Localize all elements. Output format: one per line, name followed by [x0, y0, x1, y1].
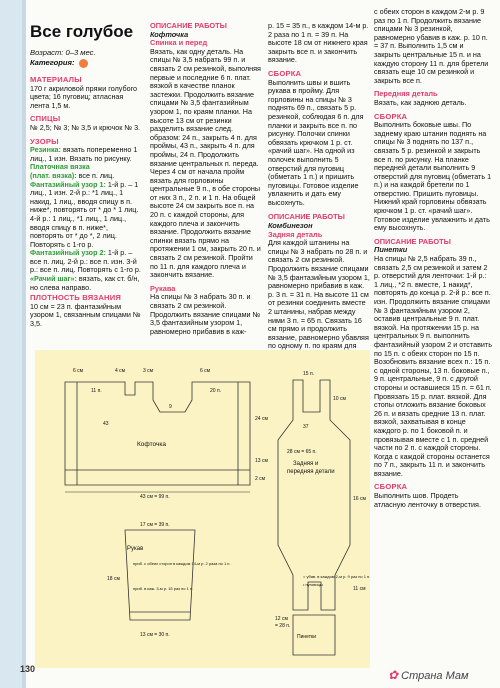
back-front-heading: Спинка и перед: [150, 38, 208, 48]
work-heading-3: ОПИСАНИЕ РАБОТЫ: [374, 236, 451, 246]
rukav-label: Рукав: [127, 546, 144, 552]
fantasy1-text: [30, 181, 142, 250]
kofta-label: Кофточка: [137, 441, 166, 448]
overall-cont-text: с обеих сторон в каждом 2-м р. 9 раз по 1 п. Продолжить вязание спицами № 3 резинкой, равномерно убавив в каж. р. 10 п. = 37 п. Выполнить 1,5 см и закрыть центральные 15 п. и на каждую сторону 11 п. для бретели связать еще 10 см резинкой и закрыть все п.: [374, 7, 489, 85]
booties-text: На спицы № 2,5 набрать 39 п., связать 2,5 см резинкой и затем 2 р. отверстий для ленточки: 1-й р.: 1 лиц., *2 п. вместе, 1 накид*, повторять до конца р. 2-й р.: все п. изн. Продолжить вязание спицами № 3 фантазийным узором 2, оставив центральные 9 п. плат. вязкой. На протяжении 15 р. на центральных 9 п. выполнить фантазийный узором 2 и отставить по 15 п. с обеих сторон по 15 п. Возобновить вязание всех п.: 15 п. с одной стороны, 13 п. боковые п., 9 п. центральные, 9 п. с другой стороны и оставшиеся 15 п. = 61 п. Провязать 15 р. плат. вязкой. Для стопы отложить вязание боковых 26 п. и вязать средние 13 п. плат. вязкой, захватывая в конце каждого р. по 1 боковой п. и провязывая вместе с 1 п. средней части по 2 п. с каждой стороны. Когда с каждой стороны останется по 7 п., закрыть 11 п. и закончить вязание.: [374, 254, 492, 478]
front-part-heading: Передняя деталь: [374, 89, 438, 99]
plain-desc: все п. лиц.: [78, 170, 115, 180]
density-text: 10 см = 23 п. фантазийным узором 1, связанным спицами № 3,5.: [30, 301, 141, 329]
dim-20p: 20 п.: [210, 388, 222, 394]
dim-15p: 15 п.: [303, 371, 315, 377]
zad-label-1: Задняя и: [293, 461, 319, 467]
dim-4cm: 4 см: [115, 368, 126, 374]
rach-label: «Рачий шаг»:: [30, 274, 77, 284]
zad-note-1: = убав. в каждом 2-м р. 9 раз по 1 п.: [303, 574, 370, 579]
dim-12cm: 12 см: [275, 616, 288, 622]
zad-note-2: • пуговицы: [303, 582, 323, 587]
fantasy1-label: Фантазийный узор 1:: [30, 179, 106, 189]
rukav-note-2: приб. в каж. 3-м р. 15 раз по 1 п.: [133, 586, 194, 591]
dim-24cm: 24 см: [255, 416, 268, 422]
column-booties: [374, 8, 492, 509]
assembly-heading-3: СБОРКА: [374, 482, 408, 492]
dim-43p: 43: [103, 421, 109, 427]
page-number: 130: [20, 664, 36, 674]
dim-11p: 11 п.: [91, 388, 102, 394]
needles-text: № 2,5; № 3; № 3,5 и крючок № 3.: [30, 122, 141, 132]
plain-label: Платочная вязка: [30, 162, 90, 172]
overall-heading: Комбинезон: [268, 221, 313, 231]
sleeve-outline: [125, 530, 195, 620]
assembly-text: Выполнить швы и вшить рукава в пройму. Для горловины на спицы № 3 поднять 69 п., связать 5 р. резинкой, соблюдая 6 п. для планки и закрыть все п. по рисунку. Полочки спинки обвязать крючком 1 р. ст. «рачий шаг». На одной из полочек выполнить 5 отверстий для пуговиц (обметать 1 п.) и пришить пуговицы. Готовое изделие увлажнить и дать ему высохнуть.: [268, 77, 364, 207]
back-part-heading: Задняя деталь: [268, 229, 323, 239]
work-heading-2: ОПИСАНИЕ РАБОТЫ: [268, 212, 345, 222]
materials-text: 170 г акриловой пряжи голубого цвета; 16 пуговиц; атласная лента 1,5 м.: [30, 83, 138, 110]
rukav-note: приб. с обеих сторон в каждом 14-м р. 2 раза по 1 п.: [133, 561, 231, 566]
rib-desc: вязать попеременно 1 лиц., 1 изн. Вязать по рисунку.: [30, 145, 138, 163]
watermark-text: Страна Мам: [401, 670, 469, 682]
plain-text: [30, 163, 142, 180]
zad-label-2: передняя детали: [287, 469, 335, 475]
assembly-text-2: Выполнить боковые швы. По заднему краю штанин поднять на спицы № 3 поднять по 137 п., связать 5 р. резинкой и закрыть все п. по рисунку. На планке передней детали выполнить 9 отверстий для пуговиц (обметать 1 п.) и на каждой бретели по 1 отверстию. Пришить пуговицы. Нижний край горловины обвязать крючком 1 р. ст. «рачий шаг». Готовое изделие увлажнить и дать ему высохнуть.: [374, 120, 492, 233]
patterns-heading: УЗОРЫ: [30, 136, 59, 146]
work-heading: ОПИСАНИЕ РАБОТЫ: [150, 21, 227, 30]
age-line: Возраст: 0–3 мес.: [30, 48, 96, 57]
dim-13cm: 13 см: [255, 458, 268, 464]
rach-desc: вязать, как ст. б/н, но слева направо.: [30, 274, 140, 292]
booties-heading: Пинетки: [374, 245, 408, 255]
overall-text: Для каждой штанины на спицы № 3 набрать по 28 п. и связать 2 см резинкой. Продолжить вязание спицами № 3,5 фантазийным узором 1, равномерно прибавив в каж. р. 3 п. = 31 п. На высоте 11 см от резинки соединить вместе 2 штанины, набрав между ними 3 п. = 65 п. Связать 16 см прямо и продолжить вязание, равномерно убавляя по одному п. по краям для: [268, 238, 370, 351]
materials-heading: МАТЕРИАЛЫ: [30, 75, 82, 84]
density-heading: ПЛОТНОСТЬ ВЯЗАНИЯ: [30, 293, 122, 303]
flower-icon: ✿: [388, 668, 399, 682]
dim-28p: = 28 п.: [275, 623, 291, 629]
needles-heading: СПИЦЫ: [30, 114, 61, 124]
plain-label-2: (плат. вязка):: [30, 170, 77, 180]
pinetki-label: Пинетки: [297, 634, 317, 640]
column-kofta: [150, 22, 262, 336]
dim-11cm: 11 см: [353, 586, 366, 592]
dim-13cm-sleeve: 13 см = 30 п.: [140, 632, 170, 638]
rib-text: [30, 146, 142, 163]
dim-6cm-a: 6 см: [73, 368, 84, 374]
dim-2cm: 2 см: [255, 476, 266, 482]
dim-17cm: 17 см = 39 п.: [140, 522, 170, 528]
page-title: Все голубое: [30, 22, 134, 41]
left-margin-stripe: [22, 0, 26, 688]
difficulty-dot-icon: [79, 59, 88, 68]
rib-label: Резинка:: [30, 145, 61, 155]
kofta-heading: Кофточка: [150, 29, 189, 39]
watermark: [388, 668, 469, 682]
dim-6cm-b: 6 см: [200, 368, 211, 374]
fantasy2-desc: 1-й р. – все п. лиц. 2-й р.: все п. изн. 3-й р.: все п. лиц. Повторять с 1-го р.: [30, 248, 141, 275]
kofta-outline: [65, 382, 250, 485]
fantasy2-text: [30, 249, 142, 275]
pattern-schema-diagram: [35, 350, 370, 668]
front-part-text: Вязать, как заднюю деталь.: [374, 97, 467, 107]
dim-37p: 37: [303, 424, 309, 430]
sleeves-text: На спицы № 3 набрать 30 п. и связать 2 см резинкой. Продолжить вязание спицами № 3,5 фантазийным узором 1, равномерно прибавив в каж-: [150, 292, 261, 336]
sleeves-heading: Рукава: [150, 283, 176, 293]
fantasy2-label: Фантазийный узор 2:: [30, 248, 106, 258]
pattern-schema-panel: [35, 350, 370, 668]
dim-9p: 9: [169, 404, 172, 410]
sleeves-cont-text: р. 15 = 35 п., в каждом 14-м р. 2 раза по 1 п. = 39 п. На высоте 18 см от нижнего края закрыть все п. и закончить вязание.: [268, 21, 369, 65]
assembly-heading: СБОРКА: [268, 68, 302, 78]
dim-18cm: 18 см: [107, 576, 120, 582]
dim-16cm: 16 см: [353, 496, 366, 502]
dim-3cm: 3 см: [143, 368, 154, 374]
category-label: Категория:: [30, 58, 75, 67]
assembly-text-3: Выполнить шов. Продеть атласную ленточку в отверстия.: [374, 491, 481, 509]
left-margin-band: [0, 0, 22, 688]
assembly-heading-2: СБОРКА: [374, 111, 408, 121]
fantasy1-desc: 1-й р. – 1 лиц., 1 изн. 2-й р.: *1 лиц., 1 накид, 1 лиц., вводя спицу в п. ниже*, повторять от * до * 1 лиц. 4-й р.: 1 лиц., *1 лиц., 1 лиц., вводя спицу в п. ниже*, повторять от * до *, 2 лиц. Повторять с 1-го р.: [30, 179, 139, 249]
rach-text: [30, 275, 142, 292]
column-assembly: [268, 22, 370, 360]
column-materials: [30, 8, 142, 329]
dim-43cm: 43 см = 99 п.: [140, 494, 170, 500]
kofta-text: Вязать, как одну деталь. На спицы № 3,5 набрать 99 п. и связать 2 см резинкой, выполняя первые и последние 6 п. плат. вязкой в качестве планок застежки. Продолжить вязание спицами № 3,5 фантазийным узором 1, по краям планки. На высоте 13 см от резинки разделить вязание след. образом: 24 п., закрыть 4 п. для проймы, 43 п., закрыть 4 п. для проймы, 24 п. Продолжить вязание центральных п. переда. Через 4 см от начала пройм вязать для горловины центральные 9 п., в обе стороны от них 3 п., 2 п. и 1 п. На общей высоте 24 см закрыть все п. на 20 п. с каждой стороны, для каждого плеча и закончить вязание. Продолжить вязание спинки вязать прямо на протяжении 1 см, закрыть 20 п. и связать 2 см резинкой. Пройти по 11 п. для каждого плеча и закончить вязание.: [150, 46, 261, 280]
dim-28cm: 28 см = 65 п.: [287, 449, 317, 455]
dim-10cm: 10 см: [333, 396, 346, 402]
category-line: [30, 58, 142, 68]
